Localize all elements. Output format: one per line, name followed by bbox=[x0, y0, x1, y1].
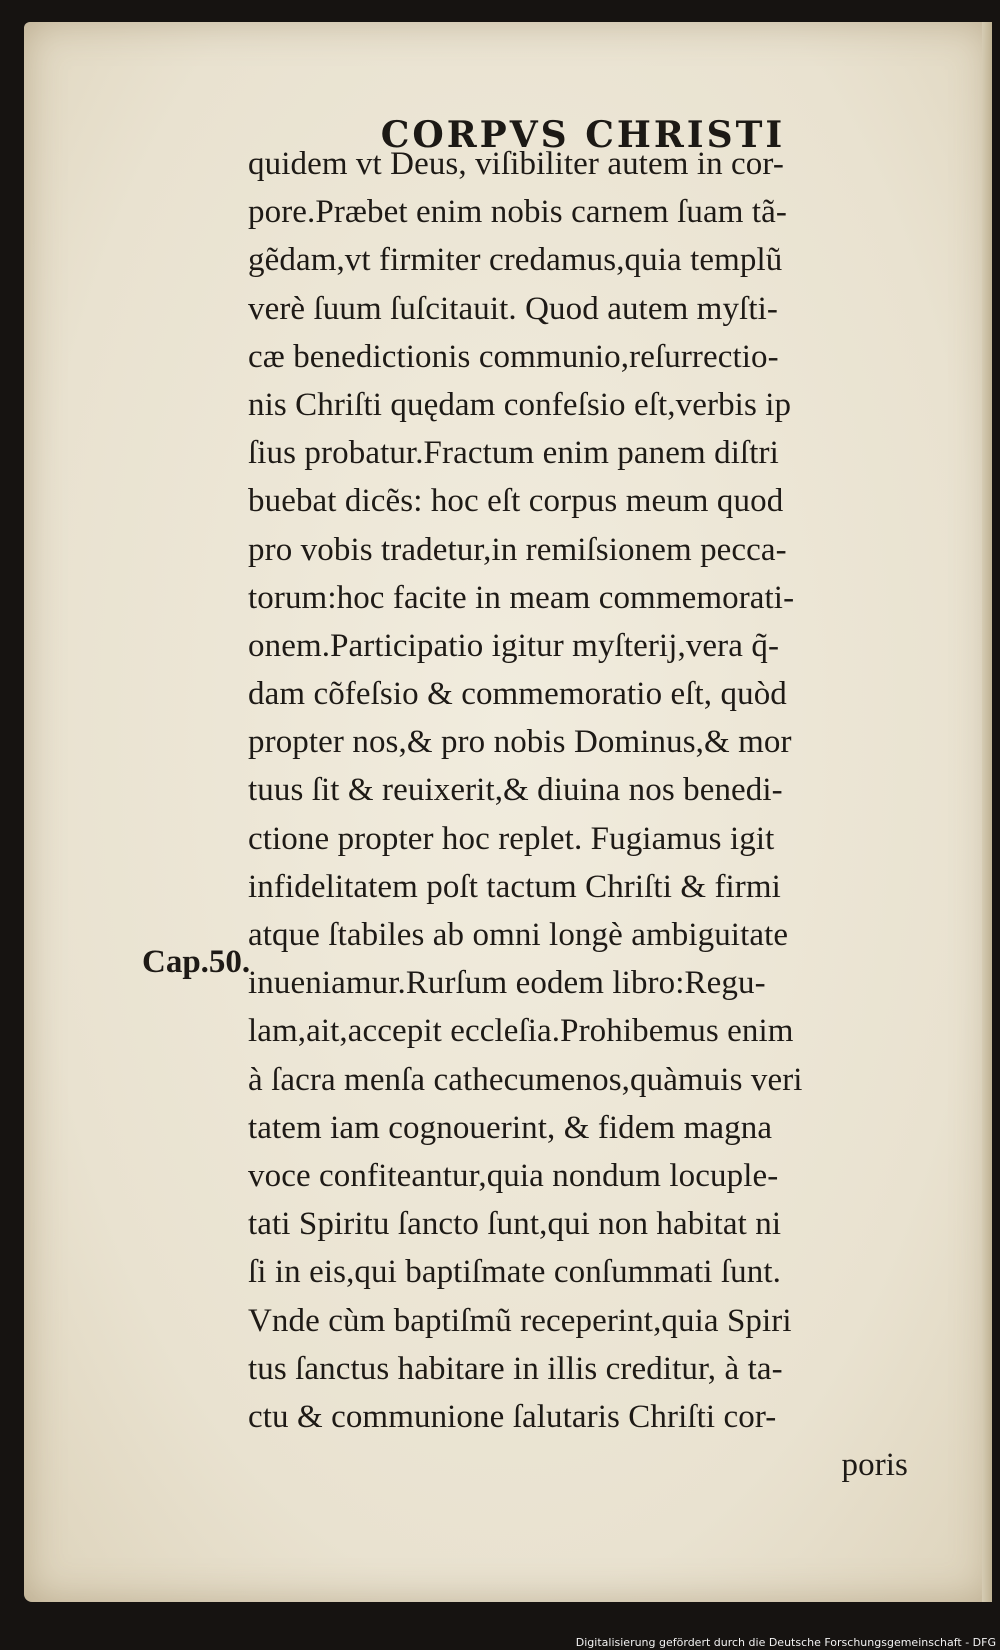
text-line: Vnde cùm baptiſmũ receperint,quia Spiri bbox=[248, 1302, 792, 1339]
text-block bbox=[248, 140, 948, 1489]
catchword: poris bbox=[841, 1447, 908, 1484]
text-line: ctione propter hoc replet. Fugiamus igit bbox=[248, 820, 775, 857]
text-line: quidem vt Deus, viſibiliter autem in cor- bbox=[248, 146, 784, 182]
text-line: ſi in eis,qui baptiſmate conſummati ſunt. bbox=[248, 1254, 781, 1291]
text-line: gẽdam,vt firmiter credamus,quia templũ bbox=[248, 242, 783, 279]
text-line: nis Chriſti quędam confeſsio eſt,verbis ip bbox=[248, 386, 792, 423]
text-line: ctu & communione ſalutaris Chriſti cor- bbox=[248, 1398, 777, 1435]
text-line: verè ſuum ſuſcitauit. Quod autem myſti- bbox=[248, 290, 778, 327]
text-line: voce confiteantur,quia nondum locuple- bbox=[248, 1157, 779, 1194]
text-line: infidelitatem poſt tactum Chriſti & firmi bbox=[248, 868, 781, 905]
text-line: atque ſtabiles ab omni longè ambiguitate bbox=[248, 917, 789, 953]
page-edge bbox=[982, 22, 992, 1602]
text-line: pore.Præbet enim nobis carnem ſuam tã- bbox=[248, 194, 787, 231]
text-line: à ſacra menſa cathecumenos,quàmuis veri bbox=[248, 1061, 803, 1098]
text-line: propter nos,& pro nobis Dominus,& mor bbox=[248, 724, 792, 761]
marginal-note: Cap.50. bbox=[142, 944, 251, 980]
text-line: tus ſanctus habitare in illis creditur, à ta- bbox=[248, 1350, 783, 1387]
text-line: pro vobis tradetur,in remiſsionem pecca- bbox=[248, 531, 787, 568]
text-line: onem.Participatio igitur myſterij,vera q̃- bbox=[248, 627, 780, 664]
text-line: tatem iam cognouerint, & fidem magna bbox=[248, 1109, 773, 1146]
text-line: inueniamur.Rurſum eodem libro:Regu- bbox=[248, 965, 766, 1002]
running-head: CORPVS CHRISTI bbox=[380, 114, 786, 156]
text-line: dam cõfeſsio & commemoratio eſt, quòd bbox=[248, 676, 787, 713]
text-line: ſius probatur.Fractum enim panem diſtri bbox=[248, 435, 779, 472]
text-line: tati Spiritu ſancto ſunt,qui non habitat ni bbox=[248, 1206, 782, 1243]
text-line: torum:hoc facite in meam commemorati- bbox=[248, 579, 795, 616]
text-line: tuus ſit & reuixerit,& diuina nos benedi- bbox=[248, 772, 783, 809]
text-line: cæ benedictionis communio,reſurrectio- bbox=[248, 338, 779, 375]
text-line: buebat dicẽs: hoc eſt corpus meum quod bbox=[248, 483, 784, 520]
text-line: lam,ait,accepit eccleſia.Prohibemus enim bbox=[248, 1013, 794, 1050]
footer-credit: Digitalisierung gefördert durch die Deutsche Forschungsgemeinschaft - DFG bbox=[575, 1636, 996, 1649]
